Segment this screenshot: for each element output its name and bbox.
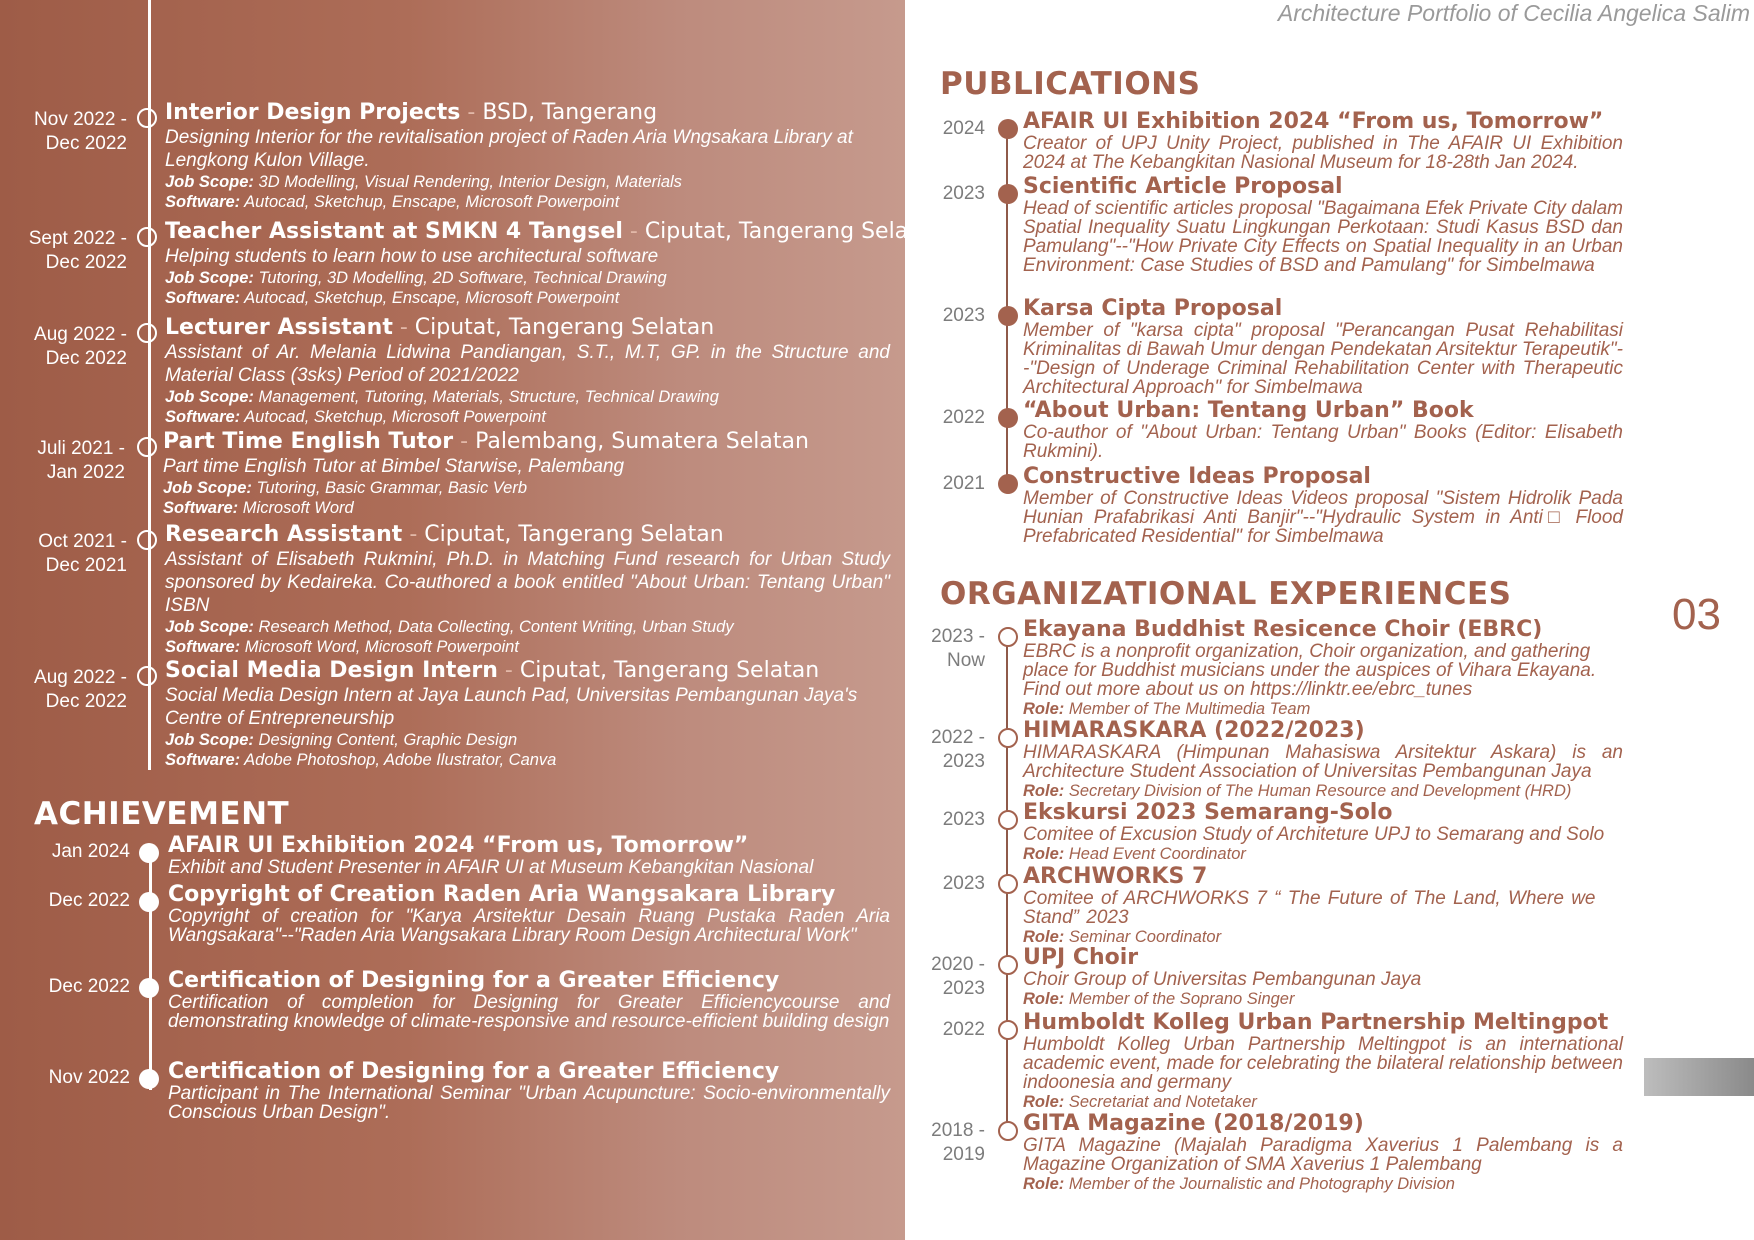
software-label: Software: [165, 408, 241, 426]
role-label: Role: [1023, 928, 1065, 946]
timeline-node [137, 227, 157, 247]
role-line [1023, 781, 1623, 801]
publication-entry [942, 398, 1623, 462]
role-line [1023, 1092, 1623, 1112]
entry-date: 2023 [942, 873, 985, 894]
entry-title: “About Urban: Tentang Urban” Book [1023, 398, 1474, 423]
timeline-node [998, 474, 1018, 494]
software-line [165, 192, 890, 212]
job-scope-line [165, 172, 890, 192]
software-line [165, 407, 890, 427]
job-scope-label: Job Scope: [165, 731, 254, 749]
job-scope-value: Research Method, Data Collecting, Content Writing, Urban Study [258, 618, 734, 636]
role-value: Secretary Division of The Human Resource and Development (HRD) [1068, 782, 1572, 800]
entry-title: Lecturer Assistant [165, 315, 393, 340]
entry-description: Participant in The International Seminar "Urban Acupuncture: Socio-environmentally Conscious Urban Design". [168, 1083, 890, 1123]
entry-title: AFAIR UI Exhibition 2024 “From us, Tomorrow” [1023, 109, 1604, 134]
achievement-entry [48, 882, 890, 946]
entry-date: Dec 2022 [48, 976, 130, 997]
entry-title: GITA Magazine (2018/2019) [1023, 1111, 1364, 1136]
entry-title: Interior Design Projects [165, 100, 461, 125]
experience-entry [37, 429, 890, 518]
software-line [163, 498, 890, 518]
job-scope-label: Job Scope: [163, 479, 252, 497]
job-scope-label: Job Scope: [165, 388, 254, 406]
entry-date: 2020 - 2023 [931, 954, 985, 999]
entry-date: 2022 [942, 1019, 985, 1040]
entry-year: 2023 [942, 305, 985, 326]
timeline-node [137, 437, 157, 457]
timeline-node [998, 810, 1018, 830]
timeline-node [139, 843, 159, 863]
role-line [1023, 699, 1623, 719]
entry-location: BSD, Tangerang [482, 100, 658, 125]
timeline-node [998, 874, 1018, 894]
role-label: Role: [1023, 700, 1065, 718]
experience-entry [34, 100, 890, 212]
entry-description: Certification of completion for Designing for Greater Efficiencycourse and demonstrating knowledge of climate-responsive and resource-efficient building design [168, 992, 890, 1032]
role-label: Role: [1023, 1093, 1065, 1111]
entry-title: Karsa Cipta Proposal [1023, 296, 1283, 321]
role-value: Seminar Coordinator [1068, 928, 1222, 946]
software-value: Autocad, Sketchup, Enscape, Microsoft Powerpoint [244, 289, 620, 307]
job-scope-value: Management, Tutoring, Materials, Structure, Technical Drawing [258, 388, 719, 406]
software-value: Microsoft Word, Microsoft Powerpoint [244, 638, 519, 656]
entry-title: Scientific Article Proposal [1023, 174, 1343, 199]
software-value: Autocad, Sketchup, Enscape, Microsoft Powerpoint [244, 193, 620, 211]
entry-description: GITA Magazine (Majalah Paradigma Xaverius 1 Palembang is a Magazine Organization of SMA Xaverius 1 Palembang [1023, 1135, 1623, 1175]
entry-description: Member of "karsa cipta" proposal "Perancangan Pusat Rehabilitasi Kriminalitas di Bawah Umur dengan Pendekatan Arsitektur Terapeutik"--"Design of Underage Criminal Rehabilitation Center with Therapeutic Architectural Approach" for Simbelmawa [1023, 320, 1623, 398]
org-entry [942, 864, 1623, 947]
org-entry [942, 1010, 1623, 1112]
timeline-node [998, 955, 1018, 975]
entry-date: 2022 - 2023 [931, 727, 985, 772]
achievement-entry [51, 833, 890, 878]
role-value: Head Event Coordinator [1068, 845, 1246, 863]
entry-description: HIMARASKARA (Himpunan Mahasiswa Arsitektur Askara) is an Architecture Student Association of Universitas Pembangunan Jaya [1023, 742, 1623, 782]
role-value: Secretariat and Notetaker [1068, 1093, 1257, 1111]
entry-title: Certification of Designing for a Greater Efficiency [168, 968, 780, 993]
entry-date: Aug 2022 - Dec 2022 [34, 324, 127, 369]
entry-description: Choir Group of Universitas Pembangunan Jaya [1023, 969, 1422, 990]
entry-year: 2024 [942, 118, 985, 139]
role-value: Member of The Multimedia Team [1068, 700, 1311, 718]
entry-description: Exhibit and Student Presenter in AFAIR UI at Museum Kebangkitan Nasional [168, 857, 814, 878]
job-scope-line [165, 730, 890, 750]
role-line [1023, 844, 1623, 864]
job-scope-label: Job Scope: [165, 173, 254, 191]
timeline-node [139, 892, 159, 912]
role-label: Role: [1023, 845, 1065, 863]
entry-date: Nov 2022 [48, 1067, 130, 1088]
publication-entry [942, 109, 1623, 173]
entry-location: Ciputat, Tangerang Selatan [644, 219, 945, 244]
entry-location: Ciputat, Tangerang Selatan [519, 658, 820, 683]
software-line [165, 288, 890, 308]
role-value: Member of the Soprano Singer [1068, 990, 1295, 1008]
experience-entry [28, 219, 945, 308]
entry-description: Creator of UPJ Unity Project, published in The AFAIR UI Exhibition 2024 at The Kebangkitan Nasional Museum for 18-28th Jan 2024. [1023, 133, 1623, 173]
entry-date: Dec 2022 [48, 890, 130, 911]
entry-date: Sept 2022 - Dec 2022 [28, 228, 127, 273]
entry-description: Comitee of ARCHWORKS 7 “ The Future of The Land, Where we Stand” 2023 [1023, 888, 1596, 928]
job-scope-line [165, 268, 890, 288]
software-label: Software: [165, 193, 241, 211]
timeline-node [137, 323, 157, 343]
separator: - [497, 658, 520, 683]
job-scope-label: Job Scope: [165, 269, 254, 287]
publication-entry [942, 464, 1623, 547]
software-label: Software: [165, 289, 241, 307]
timeline-node [998, 306, 1018, 326]
software-value: Autocad, Sketchup, Microsoft Powerpoint [244, 408, 546, 426]
entry-description: EBRC is a nonprofit organization, Choir organization, and gathering place for Buddhist musicians under the auspices of Vihara Ekayana. Find out more about us on https://linktr.ee/ebrc_tunes [1023, 641, 1597, 700]
achievement-timeline [149, 845, 152, 1090]
entry-location: Ciputat, Tangerang Selatan [414, 315, 715, 340]
entry-year: 2021 [942, 473, 985, 494]
entry-date: 2018 - 2019 [931, 1120, 985, 1165]
role-line [1023, 1174, 1623, 1194]
publications-heading: PUBLICATIONS [940, 66, 1201, 102]
timeline-node [137, 666, 157, 686]
org-entry [931, 945, 1623, 1009]
entry-date: Juli 2021 - Jan 2022 [37, 438, 125, 483]
job-scope-label: Job Scope: [165, 618, 254, 636]
timeline-node [137, 530, 157, 550]
job-scope-value: Designing Content, Graphic Design [258, 731, 518, 749]
role-label: Role: [1023, 990, 1065, 1008]
entry-title: ARCHWORKS 7 [1023, 864, 1208, 889]
job-scope-value: Tutoring, 3D Modelling, 2D Software, Technical Drawing [258, 269, 667, 287]
achievement-entry [48, 968, 890, 1032]
job-scope-value: 3D Modelling, Visual Rendering, Interior Design, Materials [258, 173, 682, 191]
org-entry [931, 1111, 1623, 1194]
software-line [165, 750, 890, 770]
software-value: Microsoft Word [242, 499, 354, 517]
entry-title: Research Assistant [165, 522, 403, 547]
job-scope-line [165, 617, 890, 637]
entry-title: Humboldt Kolleg Urban Partnership Meltingpot [1023, 1010, 1609, 1035]
timeline-node [998, 119, 1018, 139]
entry-description: Designing Interior for the revitalisation project of Raden Aria Wngsakara Library at Lengkong Kulon Village. [165, 127, 853, 171]
job-scope-line [163, 478, 890, 498]
org-heading: ORGANIZATIONAL EXPERIENCES [940, 576, 1512, 612]
org-entry [942, 800, 1623, 864]
entry-description: Helping students to learn how to use architectural software [165, 246, 659, 267]
entry-date: 2023 [942, 809, 985, 830]
entry-description: Head of scientific articles proposal "Bagaimana Efek Private City dalam Spatial Inequality Suatu Lingkungan Perkotaan: Studi Kasus BSD dan Pamulang"--"How Private City Effects on Spatial Inequality in an Urban Environment: Case Studies of BSD and Pamulang" for Simbelmawa [1023, 198, 1623, 276]
timeline-node [998, 627, 1018, 647]
role-line [1023, 927, 1623, 947]
entry-title: Social Media Design Intern [165, 658, 498, 683]
org-entry [931, 617, 1623, 719]
entry-title: Teacher Assistant at SMKN 4 Tangsel [165, 219, 623, 244]
timeline-node [137, 108, 157, 128]
software-value: Adobe Photoshop, Adobe Ilustrator, Canva [244, 751, 557, 769]
software-label: Software: [163, 499, 239, 517]
entry-date: Nov 2022 - Dec 2022 [34, 109, 127, 154]
separator: - [453, 429, 476, 454]
page-tab-marker [1644, 1058, 1754, 1096]
timeline-node [998, 728, 1018, 748]
entry-title: Constructive Ideas Proposal [1023, 464, 1371, 489]
entry-title: HIMARASKARA (2022/2023) [1023, 718, 1365, 743]
experience-entry [34, 658, 890, 770]
entry-title: Certification of Designing for a Greater Efficiency [168, 1059, 780, 1084]
timeline-node [998, 408, 1018, 428]
entry-date: Aug 2022 - Dec 2022 [34, 667, 127, 712]
software-label: Software: [165, 751, 241, 769]
publication-entry [942, 174, 1623, 276]
entry-year: 2022 [942, 407, 985, 428]
portfolio-header: Architecture Portfolio of Cecilia Angelica Salim [1277, 0, 1750, 26]
entry-description: Part time English Tutor at Bimbel Starwise, Palembang [163, 456, 625, 477]
entry-description: Comitee of Excusion Study of Architeture UPJ to Semarang and Solo [1023, 824, 1605, 845]
timeline-node [998, 1121, 1018, 1141]
entry-date: 2023 - Now [931, 626, 985, 671]
experience-entry [34, 315, 890, 427]
entry-date: Oct 2021 - Dec 2021 [38, 531, 127, 576]
role-label: Role: [1023, 782, 1065, 800]
software-label: Software: [165, 638, 241, 656]
job-scope-value: Tutoring, Basic Grammar, Basic Verb [256, 479, 528, 497]
timeline-node [998, 184, 1018, 204]
job-scope-line [165, 387, 890, 407]
entry-description: Co-author of "About Urban: Tentang Urban" Books (Editor: Elisabeth Rukmini). [1023, 422, 1623, 462]
role-value: Member of the Journalistic and Photography Division [1068, 1175, 1455, 1193]
role-label: Role: [1023, 1175, 1065, 1193]
entry-title: UPJ Choir [1023, 945, 1139, 970]
entry-location: Palembang, Sumatera Selatan [475, 429, 809, 454]
timeline-node [998, 1020, 1018, 1040]
software-line [165, 637, 890, 657]
entry-title: Ekayana Buddhist Resicence Choir (EBRC) [1023, 617, 1543, 642]
separator: - [460, 100, 483, 125]
entry-date: Jan 2024 [51, 841, 130, 862]
entry-location: Ciputat, Tangerang Selatan [424, 522, 724, 547]
entry-title: AFAIR UI Exhibition 2024 “From us, Tomorrow” [168, 833, 749, 858]
separator: - [402, 522, 425, 547]
entry-title: Part Time English Tutor [163, 429, 454, 454]
entry-description: Copyright of creation for "Karya Arsitektur Desain Ruang Pustaka Raden Aria Wangsakara"--"Raden Aria Wangsakara Library Room Design Architectural Work" [168, 906, 890, 946]
separator: - [622, 219, 645, 244]
entry-description: Member of Constructive Ideas Videos proposal "Sistem Hidrolik Pada Hunian Prafabrikasi Anti Banjir"--"Hydraulic System in Anti□ Flood Prefabricated Residential" for Simbelmawa [1023, 488, 1623, 547]
entry-title: Ekskursi 2023 Semarang-Solo [1023, 800, 1393, 825]
separator: - [392, 315, 415, 340]
entry-year: 2023 [942, 183, 985, 204]
achievement-entry [48, 1059, 890, 1123]
entry-description: Social Media Design Intern at Jaya Launch Pad, Universitas Pembangunan Jaya's Centre of Entrepreneurship [165, 685, 858, 729]
achievement-heading: ACHIEVEMENT [34, 796, 290, 832]
entry-description: Humboldt Kolleg Urban Partnership Meltingpot is an international academic event, made for celebrating the bilateral relationship between indoonesia and germany [1023, 1034, 1623, 1093]
experience-entry [38, 522, 890, 657]
entry-description: Assistant of Ar. Melania Lidwina Pandiangan, S.T., M.T, GP. in the Structure and Material Class (3sks) Period of 2021/2022 [165, 342, 890, 386]
publication-entry [942, 296, 1623, 398]
org-entry [931, 718, 1623, 801]
timeline-node [139, 978, 159, 998]
entry-description: Assistant of Elisabeth Rukmini, Ph.D. in Matching Fund research for Urban Study sponsored by Kedaireka. Co-authored a book entitled "About Urban: Tentang Urban" ISBN [165, 549, 890, 616]
entry-title: Copyright of Creation Raden Aria Wangsakara Library [168, 882, 836, 907]
page-number: 03 [1672, 590, 1721, 639]
role-line [1023, 989, 1623, 1009]
timeline-node [139, 1069, 159, 1089]
